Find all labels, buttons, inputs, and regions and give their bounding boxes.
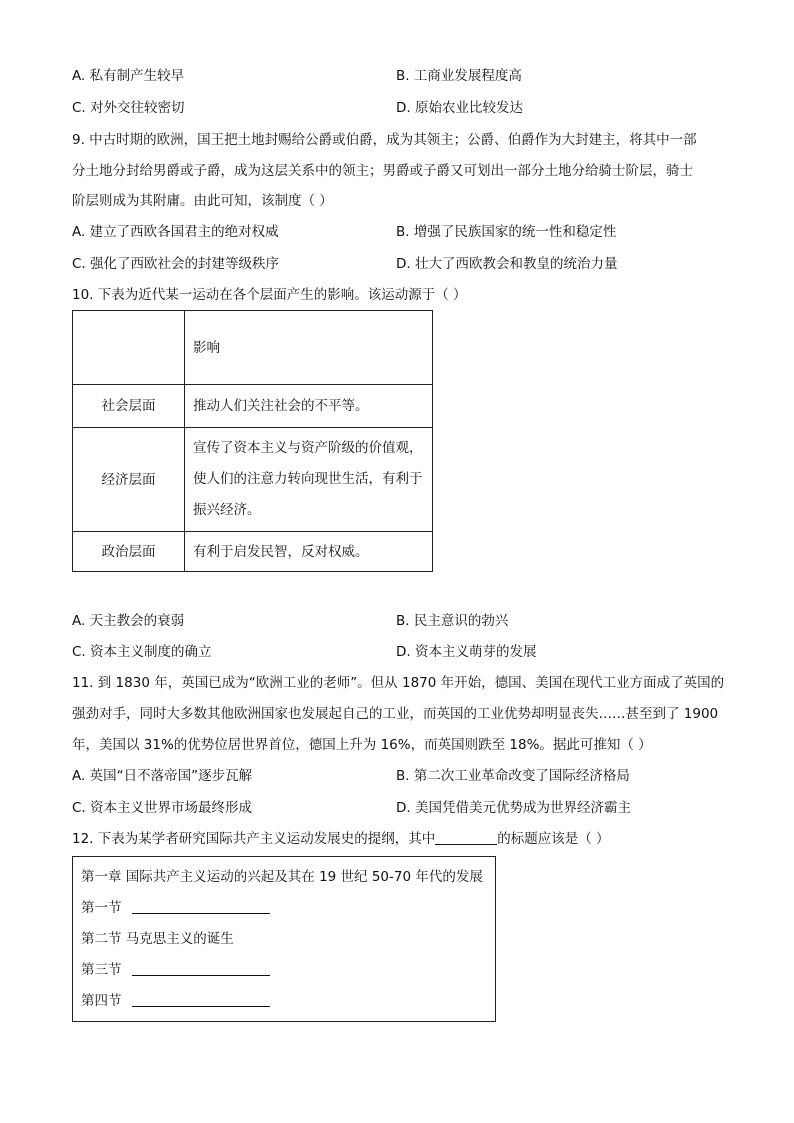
answer-blank [435,830,497,845]
q8-option-b: B. 工商业发展程度高 [396,68,522,84]
blank-line [132,899,270,914]
table-row [73,532,433,572]
blank-line [132,992,270,1007]
outline-section-1 [81,898,270,918]
blank-line [132,961,270,976]
q12-stem-after: 的标题应该是（ ） [497,831,610,847]
q11-option-a: A. 英国“日不落帝国”逐步瓦解 [72,768,253,784]
impact-line: 宣传了资本主义与资产阶级的价值观， [193,440,423,456]
outline-chapter: 第一章 国际共产主义运动的兴起及其在 19 世纪 50-70 年代的发展 [81,869,483,885]
q9-option-d: D. 壮大了西欧教会和教皇的统治力量 [396,256,618,272]
table-header-empty [73,311,185,385]
q11-option-d: D. 美国凭借美元优势成为世界经济霸主 [396,800,631,816]
impact-line: 推动人们关注社会的不平等。 [193,398,369,414]
q10-table [72,310,433,572]
impact-line: 振兴经济。 [193,502,261,518]
q9-option-b: B. 增强了民族国家的统一性和稳定性 [396,224,617,240]
q9-option-c: C. 强化了西欧社会的封建等级秩序 [72,256,280,272]
table-row [73,428,433,532]
q12-outline-box [72,856,496,1022]
table-row-impact [185,385,433,428]
q12-stem-before: 12. 下表为某学者研究国际共产主义运动发展史的提纲，其中 [72,831,436,847]
outline-section-3 [81,960,270,980]
impact-line: 使人们的注意力转向现世生活，有利于 [193,471,423,487]
q9-option-a: A. 建立了西欧各国君主的绝对权威 [72,224,279,240]
q10-option-b: B. 民主意识的勃兴 [396,613,509,629]
table-row-level: 社会层面 [73,385,185,428]
table-row-impact [185,428,433,532]
table-header-row [73,311,433,385]
q11-option-c: C. 资本主义世界市场最终形成 [72,800,253,816]
q10-stem: 10. 下表为近代某一运动在各个层面产生的影响。该运动源于（ ） [72,287,467,303]
table-header-impact: 影响 [185,311,433,385]
table-row-level: 政治层面 [73,532,185,572]
q9-stem-line-2: 分土地分封给男爵或子爵，成为这层关系中的领主；男爵或子爵又可划出一部分土地分给骑士阶层，骑士 [72,163,693,179]
outline-section-2: 第二节 马克思主义的诞生 [81,931,234,947]
q10-option-a: A. 天主教会的衰弱 [72,613,185,629]
table-row-level: 经济层面 [73,428,185,532]
q10-option-d: D. 资本主义萌芽的发展 [396,644,537,660]
table-row [73,385,433,428]
q8-option-d: D. 原始农业比较发达 [396,100,523,116]
section-label: 第四节 [81,993,122,1009]
q9-stem-line-3: 阶层则成为其附庸。由此可知，该制度（ ） [72,193,333,209]
table-row-impact [185,532,433,572]
q11-option-b: B. 第二次工业革命改变了国际经济格局 [396,768,630,784]
q8-option-a: A. 私有制产生较早 [72,68,185,84]
q8-option-c: C. 对外交往较密切 [72,100,185,116]
q11-stem-line-3: 年，美国以 31%的优势位居世界首位，德国上升为 16%，而英国则跌至 18%。据此可推知（ ） [72,737,652,753]
q11-stem-line-1: 11. 到 1830 年，英国已成为“欧洲工业的老师”。但从 1870 年开始，德国、美国在现代工业方面成了英国的 [72,675,725,691]
q12-stem [72,829,610,849]
q9-stem-line-1: 9. 中古时期的欧洲，国王把土地封赐给公爵或伯爵，成为其领主；公爵、伯爵作为大封建主，将其中一部 [72,132,697,148]
outline-section-4 [81,991,270,1011]
impact-line: 有利于启发民智，反对权威。 [193,543,369,560]
q11-stem-line-2: 强劲对手，同时大多数其他欧洲国家也发展起自己的工业，而英国的工业优势却明显丧失……甚至到了 1900 [72,706,719,722]
section-label: 第一节 [81,900,122,916]
section-label: 第三节 [81,962,122,978]
q10-option-c: C. 资本主义制度的确立 [72,644,212,660]
